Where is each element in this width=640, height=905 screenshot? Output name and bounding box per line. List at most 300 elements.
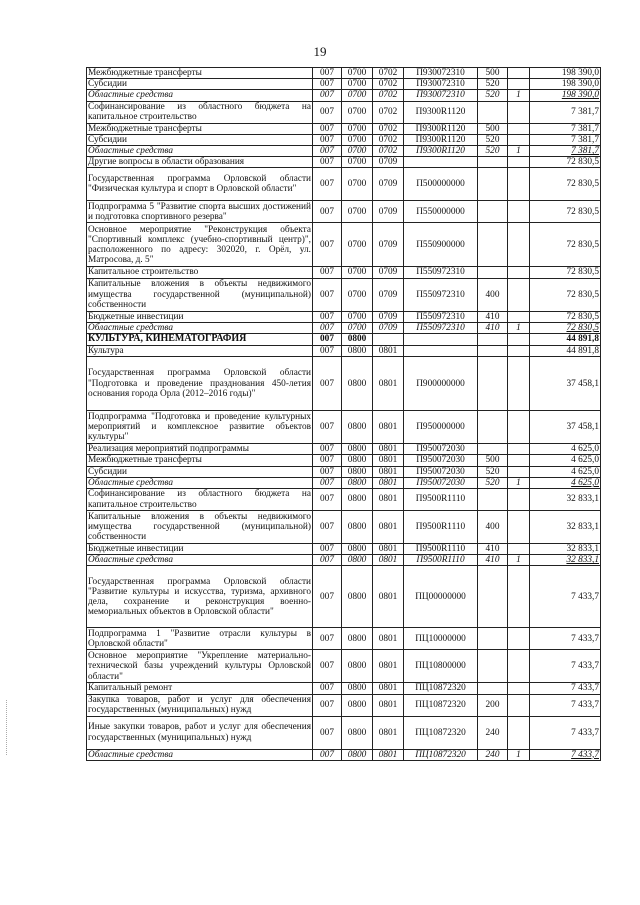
- table-row: [87, 134, 601, 145]
- row-expense-type-cell: [478, 357, 508, 411]
- row-target-article-cell: П550972310: [404, 267, 478, 278]
- table-row: [87, 146, 601, 157]
- row-name-cell: Областные средства: [87, 477, 313, 488]
- row-expense-type-cell: 410: [478, 311, 508, 322]
- row-admin-code-cell: 007: [313, 694, 342, 716]
- row-source-cell: [508, 168, 530, 201]
- row-amount-cell: 7 381,7: [530, 123, 601, 134]
- row-name-cell: Закупка товаров, работ и услуг для обеспечения государственных (муниципальных) нужд: [88, 694, 311, 716]
- row-target-article-cell: П900000000: [404, 357, 478, 411]
- row-amount-cell: 7 433,7: [530, 566, 601, 628]
- row-subsection-cell: 0709: [373, 311, 404, 322]
- row-subsection-cell: 0801: [373, 650, 404, 683]
- row-expense-type-cell: [478, 444, 508, 455]
- row-subsection-cell: 0709: [373, 168, 404, 201]
- row-subsection-cell: 0801: [373, 566, 404, 628]
- row-admin-code-cell: 007: [313, 223, 342, 267]
- row-admin-code-cell: 007: [313, 466, 342, 477]
- row-section-cell: 0700: [342, 90, 373, 101]
- row-target-article-cell: ПЦ10800000: [404, 650, 478, 683]
- table-row: [87, 511, 601, 544]
- row-target-article-cell: П930072310: [404, 90, 478, 101]
- row-target-article-cell: П9500R1110: [404, 544, 478, 555]
- row-source-cell: [508, 68, 530, 79]
- row-target-article-cell: П550972310: [404, 311, 478, 322]
- row-subsection-cell: 0801: [373, 683, 404, 694]
- table-row: [87, 101, 601, 123]
- table-row: [87, 455, 601, 466]
- row-target-article-cell: П9300R1120: [404, 146, 478, 157]
- row-admin-code-cell: 007: [313, 411, 342, 444]
- row-amount-cell: 72 830,5: [530, 223, 601, 267]
- row-subsection-cell: 0801: [373, 749, 404, 760]
- row-source-cell: [508, 201, 530, 223]
- row-section-cell: 0800: [342, 511, 373, 544]
- row-subsection-cell: 0709: [373, 223, 404, 267]
- row-source-cell: [508, 311, 530, 322]
- row-admin-code-cell: 007: [313, 134, 342, 145]
- row-target-article-cell: П550972310: [404, 278, 478, 311]
- table-row: [87, 123, 601, 134]
- row-target-article-cell: П550900000: [404, 223, 478, 267]
- row-expense-type-cell: [478, 346, 508, 357]
- table-row: [87, 357, 601, 411]
- row-source-cell: [508, 489, 530, 511]
- row-target-article-cell: ПЦ00000000: [404, 566, 478, 628]
- table-row: [87, 278, 601, 311]
- row-subsection-cell: 0801: [373, 477, 404, 488]
- row-amount-cell: 72 830,5: [530, 267, 601, 278]
- row-section-cell: 0800: [342, 650, 373, 683]
- row-expense-type-cell: 520: [478, 146, 508, 157]
- row-name-cell: Капитальные вложения в объекты недвижимого имущества государственной (муниципальной) собственности: [88, 511, 311, 543]
- row-source-cell: [508, 157, 530, 168]
- row-source-cell: [508, 134, 530, 145]
- row-expense-type-cell: [478, 334, 508, 346]
- row-section-cell: 0800: [342, 357, 373, 411]
- row-target-article-cell: П930072310: [404, 68, 478, 79]
- row-subsection-cell: 0709: [373, 157, 404, 168]
- row-name-cell: Областные средства: [87, 322, 313, 333]
- row-admin-code-cell: 007: [313, 628, 342, 650]
- row-source-cell: [508, 444, 530, 455]
- row-name-cell: Областные средства: [87, 90, 313, 101]
- table-row: [87, 466, 601, 477]
- row-source-cell: 1: [508, 555, 530, 566]
- row-name-cell: Капитальный ремонт: [87, 683, 313, 694]
- row-target-article-cell: [404, 334, 478, 346]
- table-row: [87, 628, 601, 650]
- row-admin-code-cell: 007: [313, 311, 342, 322]
- row-amount-cell: 7 433,7: [530, 628, 601, 650]
- row-name-cell: Областные средства: [87, 146, 313, 157]
- row-expense-type-cell: [478, 489, 508, 511]
- row-amount-cell: 198 390,0: [530, 79, 601, 90]
- row-admin-code-cell: 007: [313, 168, 342, 201]
- row-expense-type-cell: [478, 650, 508, 683]
- row-subsection-cell: 0801: [373, 357, 404, 411]
- row-amount-cell: 7 433,7: [530, 683, 601, 694]
- row-section-cell: 0800: [342, 489, 373, 511]
- row-subsection-cell: 0801: [373, 555, 404, 566]
- row-section-cell: 0700: [342, 311, 373, 322]
- row-section-cell: 0700: [342, 146, 373, 157]
- row-amount-cell: 198 390,0: [530, 90, 601, 101]
- row-source-cell: 1: [508, 477, 530, 488]
- table-row: [87, 749, 601, 760]
- row-name-cell: Государственная программа Орловской области "Подготовка и проведение празднования 450-летия основания города Орла (2012–2016 годы)": [87, 357, 313, 411]
- row-source-cell: [508, 267, 530, 278]
- row-target-article-cell: П9300R1120: [404, 101, 478, 123]
- row-expense-type-cell: [478, 411, 508, 444]
- table-row: [87, 444, 601, 455]
- table-row: [87, 267, 601, 278]
- row-admin-code-cell: 007: [313, 566, 342, 628]
- row-source-cell: [508, 411, 530, 444]
- row-expense-type-cell: 500: [478, 68, 508, 79]
- row-name-cell: Субсидии: [87, 79, 313, 90]
- row-source-cell: [508, 357, 530, 411]
- row-target-article-cell: ПЦ10872320: [404, 749, 478, 760]
- row-subsection-cell: 0801: [373, 628, 404, 650]
- row-source-cell: [508, 628, 530, 650]
- row-admin-code-cell: 007: [313, 444, 342, 455]
- row-target-article-cell: П9500R1110: [404, 489, 478, 511]
- margin-marks: [6, 700, 9, 755]
- row-target-article-cell: П950000000: [404, 411, 478, 444]
- row-section-cell: 0800: [342, 477, 373, 488]
- row-amount-cell: 32 833,1: [530, 511, 601, 544]
- row-section-cell: 0700: [342, 201, 373, 223]
- row-section-cell: 0800: [342, 566, 373, 628]
- row-name-cell: Субсидии: [87, 466, 313, 477]
- row-admin-code-cell: 007: [313, 544, 342, 555]
- table-row: [87, 683, 601, 694]
- row-name-cell: Государственная программа Орловской области "Развитие культуры и искусства, туризма, архивного дела, сохранение и реконструкция военно-мемориальных объектов в Орловской области": [87, 566, 313, 628]
- row-admin-code-cell: 007: [313, 716, 342, 749]
- row-name-cell: Капитальные вложения в объекты недвижимого имущества государственной (муниципальной) собственности: [88, 279, 311, 310]
- row-amount-cell: 72 830,5: [530, 168, 601, 201]
- budget-table: [86, 67, 601, 761]
- row-admin-code-cell: 007: [313, 79, 342, 90]
- table-row: [87, 322, 601, 333]
- row-source-cell: 1: [508, 90, 530, 101]
- row-source-cell: [508, 346, 530, 357]
- row-amount-cell: 7 433,7: [530, 650, 601, 683]
- row-section-cell: 0700: [342, 168, 373, 201]
- row-target-article-cell: П950072030: [404, 455, 478, 466]
- table-row: [87, 79, 601, 90]
- row-subsection-cell: 0702: [373, 123, 404, 134]
- row-section-cell: 0800: [342, 628, 373, 650]
- row-source-cell: [508, 466, 530, 477]
- row-section-cell: 0800: [342, 411, 373, 444]
- row-amount-cell: 198 390,0: [530, 68, 601, 79]
- row-amount-cell: 44 891,8: [530, 334, 601, 346]
- row-admin-code-cell: 007: [313, 455, 342, 466]
- row-source-cell: [508, 694, 530, 716]
- row-expense-type-cell: [478, 267, 508, 278]
- row-expense-type-cell: 400: [478, 511, 508, 544]
- row-expense-type-cell: 500: [478, 123, 508, 134]
- row-subsection-cell: 0801: [373, 511, 404, 544]
- table-row: [87, 694, 601, 716]
- budget-table-body: [87, 68, 601, 761]
- row-name-cell: Культура: [87, 346, 313, 357]
- row-subsection-cell: 0801: [373, 716, 404, 749]
- row-name-cell: Софинансирование из областного бюджета на капитальное строительство: [88, 489, 311, 510]
- table-row: [87, 157, 601, 168]
- row-admin-code-cell: 007: [313, 683, 342, 694]
- row-target-article-cell: П550000000: [404, 201, 478, 223]
- row-target-article-cell: П550972310: [404, 322, 478, 333]
- row-name-cell: Капитальное строительство: [87, 267, 313, 278]
- row-expense-type-cell: [478, 157, 508, 168]
- row-target-article-cell: [404, 346, 478, 357]
- row-admin-code-cell: 007: [313, 650, 342, 683]
- row-admin-code-cell: 007: [313, 101, 342, 123]
- row-amount-cell: 4 625,0: [530, 466, 601, 477]
- row-amount-cell: 72 830,5: [530, 322, 601, 333]
- row-expense-type-cell: 400: [478, 278, 508, 311]
- row-target-article-cell: П930072310: [404, 79, 478, 90]
- row-admin-code-cell: 007: [313, 477, 342, 488]
- row-amount-cell: 7 433,7: [530, 694, 601, 716]
- table-row: [87, 477, 601, 488]
- row-subsection-cell: 0702: [373, 134, 404, 145]
- row-admin-code-cell: 007: [313, 555, 342, 566]
- row-admin-code-cell: 007: [313, 90, 342, 101]
- row-expense-type-cell: [478, 566, 508, 628]
- row-section-cell: 0700: [342, 68, 373, 79]
- row-subsection-cell: 0709: [373, 278, 404, 311]
- row-amount-cell: 72 830,5: [530, 311, 601, 322]
- row-admin-code-cell: 007: [313, 201, 342, 223]
- row-admin-code-cell: 007: [313, 278, 342, 311]
- row-expense-type-cell: [478, 201, 508, 223]
- row-name-cell: Областные средства: [87, 749, 313, 760]
- row-expense-type-cell: 520: [478, 477, 508, 488]
- row-target-article-cell: ПЦ10872320: [404, 694, 478, 716]
- row-name-cell: Подпрограмма 5 "Развитие спорта высших достижений и подготовка спортивного резерва": [88, 201, 311, 222]
- row-name-cell: Межбюджетные трансферты: [87, 123, 313, 134]
- row-target-article-cell: П9300R1120: [404, 123, 478, 134]
- row-section-cell: 0700: [342, 79, 373, 90]
- row-target-article-cell: [404, 157, 478, 168]
- row-expense-type-cell: 240: [478, 749, 508, 760]
- row-subsection-cell: 0709: [373, 322, 404, 333]
- row-expense-type-cell: 520: [478, 466, 508, 477]
- row-name-cell: Подпрограмма "Подготовка и проведение культурных мероприятий и комплексное развитие объектов культуры": [88, 411, 311, 443]
- row-section-cell: 0700: [342, 157, 373, 168]
- row-admin-code-cell: 007: [313, 322, 342, 333]
- row-source-cell: [508, 223, 530, 267]
- row-expense-type-cell: 240: [478, 716, 508, 749]
- row-section-cell: 0800: [342, 749, 373, 760]
- row-source-cell: [508, 566, 530, 628]
- row-target-article-cell: П950072030: [404, 466, 478, 477]
- row-subsection-cell: 0702: [373, 101, 404, 123]
- row-name-cell: Основное мероприятие "Реконструкция объекта "Спортивный комплекс (учебно-спортивный центр)", расположенного по адресу: 302020, г. Орёл, ул. Матросова, д. 5": [88, 224, 311, 266]
- row-subsection-cell: 0801: [373, 466, 404, 477]
- row-admin-code-cell: 007: [313, 146, 342, 157]
- row-section-cell: 0800: [342, 466, 373, 477]
- row-amount-cell: 32 833,1: [530, 544, 601, 555]
- row-expense-type-cell: 200: [478, 694, 508, 716]
- row-name-cell: Бюджетные инвестиции: [87, 311, 313, 322]
- row-admin-code-cell: 007: [313, 334, 342, 346]
- row-section-cell: 0800: [342, 444, 373, 455]
- row-expense-type-cell: [478, 101, 508, 123]
- row-section-cell: 0700: [342, 267, 373, 278]
- row-target-article-cell: П950072030: [404, 477, 478, 488]
- row-section-cell: 0800: [342, 455, 373, 466]
- row-name-cell: Другие вопросы в области образования: [87, 157, 313, 168]
- table-row: [87, 311, 601, 322]
- row-expense-type-cell: [478, 168, 508, 201]
- row-source-cell: [508, 683, 530, 694]
- row-amount-cell: 72 830,5: [530, 278, 601, 311]
- row-name-cell: Реализация мероприятий подпрограммы: [87, 444, 313, 455]
- row-expense-type-cell: [478, 683, 508, 694]
- row-section-cell: 0800: [342, 334, 373, 346]
- row-target-article-cell: П9500R1110: [404, 511, 478, 544]
- row-amount-cell: 4 625,0: [530, 455, 601, 466]
- row-subsection-cell: 0801: [373, 444, 404, 455]
- row-expense-type-cell: [478, 223, 508, 267]
- row-expense-type-cell: 520: [478, 134, 508, 145]
- row-expense-type-cell: 520: [478, 79, 508, 90]
- row-admin-code-cell: 007: [313, 68, 342, 79]
- table-row: [87, 411, 601, 444]
- row-section-cell: 0800: [342, 544, 373, 555]
- row-expense-type-cell: 500: [478, 455, 508, 466]
- table-row: [87, 555, 601, 566]
- row-target-article-cell: ПЦ10872320: [404, 683, 478, 694]
- row-amount-cell: 7 381,7: [530, 134, 601, 145]
- row-subsection-cell: 0801: [373, 346, 404, 357]
- row-source-cell: [508, 278, 530, 311]
- row-subsection-cell: 0709: [373, 267, 404, 278]
- row-source-cell: 1: [508, 749, 530, 760]
- row-expense-type-cell: [478, 628, 508, 650]
- row-expense-type-cell: 410: [478, 322, 508, 333]
- row-source-cell: [508, 79, 530, 90]
- row-admin-code-cell: 007: [313, 511, 342, 544]
- table-row: [87, 346, 601, 357]
- row-source-cell: 1: [508, 146, 530, 157]
- row-subsection-cell: 0702: [373, 90, 404, 101]
- page-number: 19: [313, 44, 327, 59]
- row-section-cell: 0800: [342, 346, 373, 357]
- row-source-cell: [508, 716, 530, 749]
- table-row: [87, 90, 601, 101]
- row-section-cell: 0700: [342, 123, 373, 134]
- row-source-cell: [508, 123, 530, 134]
- row-source-cell: [508, 455, 530, 466]
- table-row: [87, 68, 601, 79]
- table-row: [87, 650, 601, 683]
- row-expense-type-cell: 410: [478, 544, 508, 555]
- row-name-cell: Бюджетные инвестиции: [87, 544, 313, 555]
- row-amount-cell: 7 433,7: [530, 716, 601, 749]
- row-section-cell: 0800: [342, 555, 373, 566]
- row-target-article-cell: П950072030: [404, 444, 478, 455]
- row-name-cell: Межбюджетные трансферты: [87, 455, 313, 466]
- row-expense-type-cell: 410: [478, 555, 508, 566]
- row-name-cell: Областные средства: [87, 555, 313, 566]
- row-amount-cell: 7 433,7: [530, 749, 601, 760]
- row-name-cell: Государственная программа Орловской области "Физическая культура и спорт в Орловской области": [87, 168, 313, 201]
- row-subsection-cell: 0801: [373, 544, 404, 555]
- row-source-cell: [508, 544, 530, 555]
- table-row: [87, 566, 601, 628]
- table-row: [87, 223, 601, 267]
- row-expense-type-cell: 520: [478, 90, 508, 101]
- row-amount-cell: 72 830,5: [530, 201, 601, 223]
- row-amount-cell: 7 381,7: [530, 146, 601, 157]
- row-admin-code-cell: 007: [313, 123, 342, 134]
- row-subsection-cell: 0801: [373, 694, 404, 716]
- row-target-article-cell: П9300R1120: [404, 134, 478, 145]
- table-row: [87, 716, 601, 749]
- row-name-cell: КУЛЬТУРА, КИНЕМАТОГРАФИЯ: [87, 334, 313, 346]
- row-section-cell: 0700: [342, 322, 373, 333]
- row-amount-cell: 4 625,0: [530, 477, 601, 488]
- row-subsection-cell: 0702: [373, 68, 404, 79]
- row-source-cell: 1: [508, 322, 530, 333]
- row-admin-code-cell: 007: [313, 346, 342, 357]
- row-subsection-cell: 0801: [373, 411, 404, 444]
- row-source-cell: [508, 650, 530, 683]
- row-admin-code-cell: 007: [313, 357, 342, 411]
- row-source-cell: [508, 511, 530, 544]
- row-amount-cell: 32 833,1: [530, 555, 601, 566]
- table-row: [87, 544, 601, 555]
- row-source-cell: [508, 334, 530, 346]
- row-target-article-cell: ПЦ10872320: [404, 716, 478, 749]
- row-section-cell: 0800: [342, 683, 373, 694]
- row-target-article-cell: П500000000: [404, 168, 478, 201]
- row-amount-cell: 37 458,1: [530, 411, 601, 444]
- row-amount-cell: 7 381,7: [530, 101, 601, 123]
- row-target-article-cell: ПЦ10000000: [404, 628, 478, 650]
- row-name-cell: Межбюджетные трансферты: [87, 68, 313, 79]
- row-name-cell: Софинансирование из областного бюджета на капитальное строительство: [88, 101, 311, 123]
- row-subsection-cell: 0702: [373, 79, 404, 90]
- row-section-cell: 0700: [342, 223, 373, 267]
- row-source-cell: [508, 101, 530, 123]
- row-subsection-cell: 0709: [373, 201, 404, 223]
- row-section-cell: 0700: [342, 101, 373, 123]
- row-amount-cell: 44 891,8: [530, 346, 601, 357]
- row-subsection-cell: 0801: [373, 489, 404, 511]
- row-subsection-cell: [373, 334, 404, 346]
- row-name-cell: Субсидии: [87, 134, 313, 145]
- row-amount-cell: 72 830,5: [530, 157, 601, 168]
- row-section-cell: 0700: [342, 278, 373, 311]
- row-section-cell: 0800: [342, 716, 373, 749]
- row-target-article-cell: П9500R1110: [404, 555, 478, 566]
- row-name-cell: Подпрограмма 1 "Развитие отрасли культуры в Орловской области": [88, 628, 311, 649]
- table-row: [87, 168, 601, 201]
- row-name-cell: Иные закупки товаров, работ и услуг для обеспечения государственных (муниципальных) нужд: [87, 716, 313, 749]
- row-subsection-cell: 0801: [373, 455, 404, 466]
- row-amount-cell: 32 833,1: [530, 489, 601, 511]
- row-section-cell: 0700: [342, 134, 373, 145]
- row-admin-code-cell: 007: [313, 749, 342, 760]
- table-row: [87, 201, 601, 223]
